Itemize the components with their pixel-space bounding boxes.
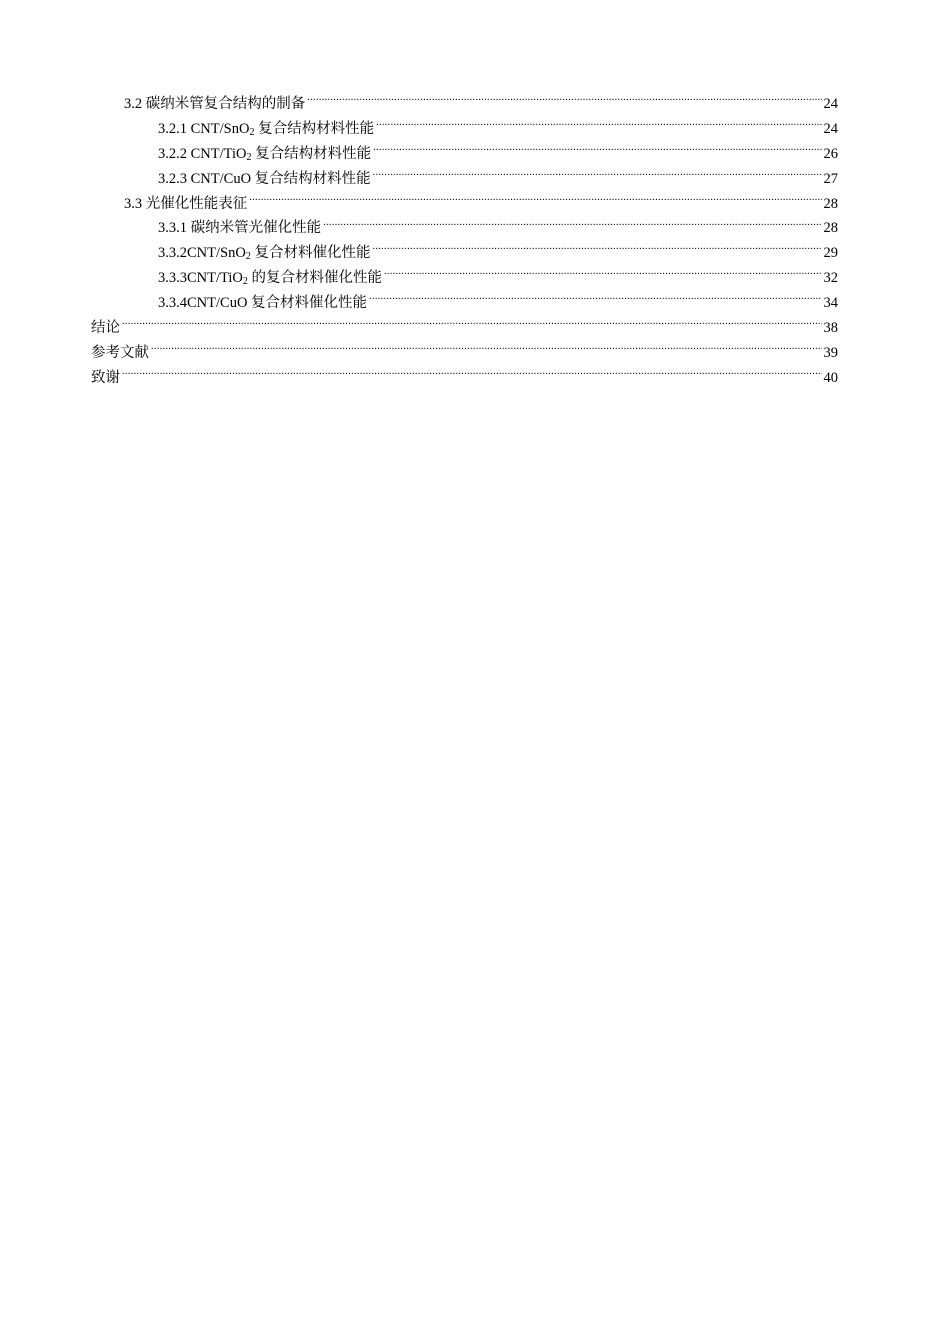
toc-entry-title: 致谢 (91, 369, 120, 386)
toc-dot-leader (372, 245, 821, 257)
toc-entry-3-3-3[interactable] (91, 266, 838, 291)
toc-entry-3-3-4[interactable] (91, 291, 838, 316)
toc-page-number: 28 (823, 220, 838, 237)
toc-entry-references[interactable] (91, 341, 838, 366)
toc-page-number: 29 (823, 245, 838, 262)
toc-dot-leader (384, 270, 821, 282)
toc-entry-title: 3.3 光催化性能表征 (124, 195, 248, 212)
toc-dot-leader (323, 220, 821, 232)
toc-dot-leader (307, 96, 821, 108)
toc-dot-leader (249, 196, 821, 208)
toc-page-number: 38 (823, 320, 838, 337)
toc-page-number: 26 (823, 145, 838, 162)
toc-page-number: 24 (823, 96, 838, 112)
toc-dot-leader (376, 121, 821, 133)
toc-page-number: 24 (823, 120, 838, 137)
toc-entry-title: 3.3.4CNT/CuO 复合材料催化性能 (158, 295, 368, 312)
toc-entry-title: 3.3.3CNT/TiO$_2$ 的复合材料催化性能 (158, 270, 383, 288)
toc-page-number: 40 (823, 369, 838, 386)
toc-dot-leader (151, 345, 822, 357)
toc-entry-conclusion[interactable] (91, 316, 838, 341)
toc-page-number: 39 (823, 344, 838, 361)
toc-dot-leader (122, 370, 822, 382)
toc-entry-title: 3.2.1 CNT/SnO$_2$ 复合结构材料性能 (158, 120, 375, 138)
toc-page-number: 28 (823, 195, 838, 212)
toc-dot-leader (373, 146, 821, 158)
toc-page-number: 34 (823, 295, 838, 312)
toc-page-number: 27 (823, 170, 838, 187)
toc-entry-3-2-2[interactable] (91, 142, 838, 167)
toc-entry-title: 参考文献 (91, 344, 149, 361)
toc-entry-title: 结论 (91, 320, 120, 337)
toc-entry-title: 3.2 碳纳米管复合结构的制备 (124, 96, 306, 112)
table-of-contents (91, 92, 838, 391)
toc-dot-leader (122, 320, 822, 332)
toc-entry-3-3[interactable] (91, 192, 838, 217)
toc-entry-3-3-1[interactable] (91, 216, 838, 241)
toc-dot-leader (369, 295, 821, 307)
toc-entry-3-2-1[interactable] (91, 117, 838, 142)
toc-entry-3-3-2[interactable] (91, 241, 838, 266)
toc-entry-title: 3.2.2 CNT/TiO$_2$ 复合结构材料性能 (158, 145, 372, 163)
toc-dot-leader (373, 171, 822, 183)
toc-entry-title: 3.3.1 碳纳米管光催化性能 (158, 220, 322, 237)
toc-entry-3-2-3[interactable] (91, 167, 838, 192)
toc-entry-title: 3.3.2CNT/SnO$_2$ 复合材料催化性能 (158, 245, 371, 263)
toc-entry-acknowledgements[interactable] (91, 366, 838, 391)
toc-page-number: 32 (823, 270, 838, 287)
toc-entry-3-2[interactable] (91, 92, 838, 117)
toc-entry-title: 3.2.3 CNT/CuO 复合结构材料性能 (158, 170, 371, 187)
